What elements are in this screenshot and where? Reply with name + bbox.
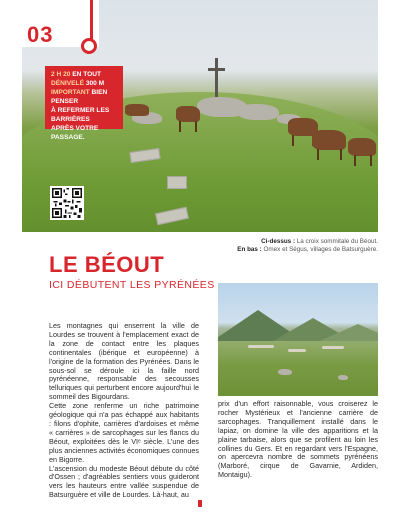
elevation-label: DÉNIVELÉ bbox=[51, 80, 84, 87]
important-label: IMPORTANT bbox=[51, 89, 90, 96]
important-text: BIEN PENSER bbox=[51, 89, 108, 105]
rock bbox=[278, 369, 292, 375]
horse-leg bbox=[195, 121, 197, 132]
stone-slab bbox=[167, 176, 187, 189]
horse bbox=[348, 138, 376, 156]
badge-circle bbox=[81, 38, 97, 54]
caption-top bbox=[236, 238, 378, 246]
summit-cross-arm bbox=[208, 68, 225, 71]
qr-code-icon bbox=[52, 188, 82, 218]
badge-line bbox=[90, 0, 93, 40]
qr-code[interactable] bbox=[50, 186, 84, 220]
horse-leg bbox=[179, 121, 181, 132]
duration-value: 2 H 20 bbox=[51, 71, 71, 78]
horse bbox=[176, 106, 200, 122]
horse-leg bbox=[354, 155, 356, 166]
elevation-value: 300 M bbox=[83, 80, 105, 87]
important-line bbox=[51, 88, 119, 106]
page-subtitle: ICI DÉBUTENT LES PYRÉNÉES bbox=[49, 279, 215, 291]
village bbox=[248, 345, 274, 348]
valley-photo bbox=[218, 283, 378, 396]
horse-leg bbox=[340, 149, 342, 160]
rock bbox=[237, 104, 279, 120]
body-paragraph: Les montagnes qui enserrent la ville de Lourdes se trouvent à l'emplacement exact de la zone de contact entre les plaques continentales (ibérique et européenne) à l'origine de la formation des Pyrénées. Dans le sous-sol se déroule ici la faille nord pyrénéenne, responsable des secousses telluriques qui perturbent encore aujourd'hui le sommeil des Bigourdans. bbox=[49, 321, 199, 402]
summit-cross bbox=[215, 58, 218, 102]
duration-label: EN TOUT bbox=[70, 71, 102, 78]
caption-bottom bbox=[236, 246, 378, 254]
photo-captions bbox=[236, 238, 378, 254]
horse bbox=[312, 130, 346, 150]
horse-leg bbox=[317, 149, 319, 160]
walk-number: 03 bbox=[27, 22, 54, 47]
page-title: LE BÉOUT bbox=[49, 252, 165, 277]
caption-top-text: La croix sommitale du Béout. bbox=[295, 238, 378, 245]
caption-top-label: Ci-dessus : bbox=[261, 238, 296, 245]
duration-line bbox=[51, 70, 119, 79]
page-marker bbox=[198, 500, 202, 507]
body-paragraph: Cette zone renferme un riche patrimoine géologique qui n'a pas échappé aux habitants : filons d'ophite, carrières d'ardoises et même « carrières » de sarcophages sur les flancs du Béout, exploitées dès le VIᵉ siècle. L'une des plus anciennes activités économiques connues en Bigorre. bbox=[49, 401, 199, 464]
horse bbox=[125, 104, 149, 116]
elevation-line bbox=[51, 79, 119, 88]
village bbox=[322, 346, 344, 349]
caption-bottom-text: Omex et Ségus, villages de Batsurguère. bbox=[261, 246, 378, 253]
info-box bbox=[45, 66, 123, 141]
horse-leg bbox=[292, 135, 294, 146]
village bbox=[288, 349, 306, 352]
caption-bottom-label: En bas : bbox=[237, 246, 262, 253]
important-line-3: APRÈS VOTRE PASSAGE. bbox=[51, 125, 99, 141]
body-paragraph: prix d'un effort raisonnable, vous croiserez le rocher Mystérieux et l'ancienne carrière de sarcophages. Tranquillement installé dans le lapiaz, on domine la ville des apparitions et la plaine tarbaise, alors que se profilent au loin les collines du Gers. Et en regardant vers l'Espagne, on apercevra nombre de sommets pyrénéens (Marboré, cirque de Gavarnie, Ardiden, Montaigu). bbox=[218, 399, 378, 480]
important-line-2: À REFERMER LES BARRIÈRES bbox=[51, 107, 110, 123]
body-column-left bbox=[49, 322, 199, 500]
body-column-right bbox=[218, 400, 378, 480]
horse-leg bbox=[370, 155, 372, 166]
rock bbox=[338, 375, 348, 380]
body-paragraph: L'ascension du modeste Béout débute du côté d'Ossen ; d'agréables sentiers vous guideront vers les hauteurs entre vallée suspendue de Batsurguère et ville de Lourdes. Là-haut, au bbox=[49, 463, 199, 500]
